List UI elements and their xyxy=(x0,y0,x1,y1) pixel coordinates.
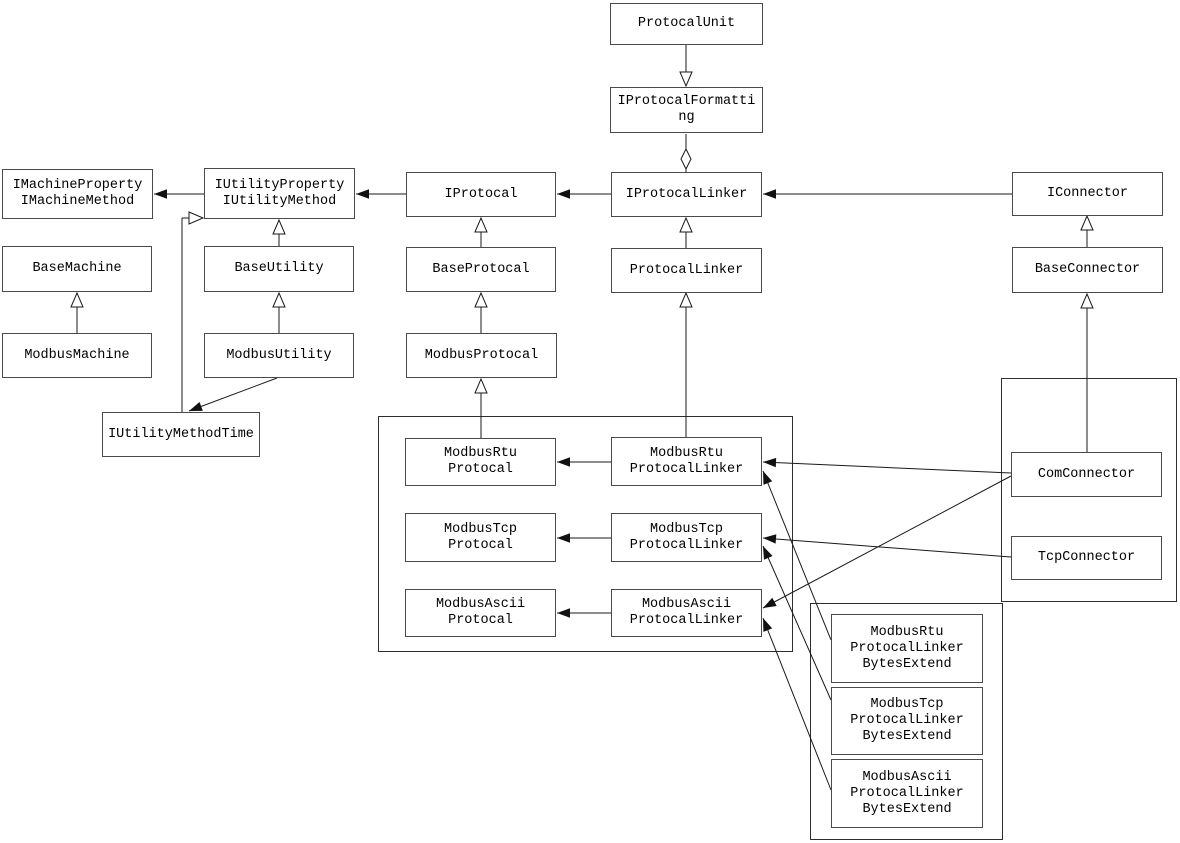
node-iprotocal-linker xyxy=(611,172,762,217)
node-modbus-tcp-protocal-linker-bytes-extend xyxy=(831,687,983,755)
node-modbus-ascii-protocal-linker-bytes-extend xyxy=(831,759,983,828)
node-label: ProtocalLinker xyxy=(629,461,744,477)
node-label: BaseProtocal xyxy=(432,261,530,277)
node-modbus-rtu-protocal-linker xyxy=(611,437,762,486)
node-modbus-ascii-protocal-linker xyxy=(611,589,762,637)
node-label: IUtilityProperty xyxy=(214,177,345,193)
aggregation-diamond-icon xyxy=(681,149,691,169)
node-modbus-rtu-protocal xyxy=(405,438,556,486)
node-label: ModbusTcp xyxy=(650,521,723,537)
edge-rtubytesextend-modbusrtuprotocallinker xyxy=(763,471,831,640)
node-label: IMachineMethod xyxy=(20,194,135,209)
node-label: ProtocalUnit xyxy=(637,16,736,31)
edge-tcpconnector-modbustcpprotocallinker xyxy=(763,538,1011,557)
node-label: ModbusMachine xyxy=(24,347,130,363)
node-label: IProtocal xyxy=(444,186,518,202)
node-label: ModbusTcp xyxy=(444,521,517,537)
node-label: ProtocalLinker xyxy=(629,262,744,278)
node-modbus-protocal xyxy=(406,333,557,378)
node-label: IMachineProperty xyxy=(12,178,143,193)
node-iutility-method-time xyxy=(102,412,260,457)
node-label: ModbusAscii xyxy=(435,597,526,612)
node-label: BaseUtility xyxy=(234,261,324,276)
node-label: ModbusAscii xyxy=(641,597,732,612)
node-label: ModbusProtocal xyxy=(424,347,539,363)
node-label: Protocal xyxy=(448,613,513,628)
node-label: ProtocalLinker xyxy=(850,713,964,728)
node-modbus-rtu-protocal-linker-bytes-extend xyxy=(831,614,983,683)
node-imachine-interface xyxy=(2,169,153,219)
node-label: Protocal xyxy=(448,537,513,553)
node-base-utility xyxy=(204,246,354,292)
node-label: ProtocalLinker xyxy=(850,640,964,656)
node-label: ProtocalLinker xyxy=(629,537,744,553)
node-protocal-unit xyxy=(610,3,763,45)
node-label: IUtilityMethod xyxy=(222,193,337,209)
node-label: BaseConnector xyxy=(1034,262,1141,277)
node-label: ModbusTcp xyxy=(870,697,944,712)
node-modbus-machine xyxy=(2,333,152,378)
node-iconnector xyxy=(1012,172,1163,216)
node-base-connector xyxy=(1012,247,1163,293)
node-label: ModbusRtu xyxy=(870,624,944,640)
node-label: BytesExtend xyxy=(862,801,952,817)
node-label: ComConnector xyxy=(1037,466,1136,482)
node-iutility-interface xyxy=(204,168,355,219)
edge-tcpbytesextend-modbustcpprotocallinker xyxy=(763,546,831,700)
node-label: ModbusRtu xyxy=(650,445,723,461)
node-label: Protocal xyxy=(448,462,513,477)
node-label: ModbusAscii xyxy=(862,769,952,785)
node-label: IProtocalLinker xyxy=(625,186,748,202)
node-iprotocal xyxy=(406,172,556,217)
node-iprotocal-formatting xyxy=(610,87,763,133)
edge-modbusutility-iutilitymethodtime xyxy=(189,378,277,411)
node-label: IProtocalFormatti xyxy=(617,94,756,109)
node-label: ProtocalLinker xyxy=(629,613,744,628)
node-modbus-utility xyxy=(204,333,354,378)
node-label: BaseMachine xyxy=(32,261,122,276)
node-label: BytesExtend xyxy=(862,656,952,672)
node-label: BytesExtend xyxy=(862,729,952,744)
node-label: ModbusUtility xyxy=(226,347,332,363)
edge-comconnector-modbusasciiprotocallinker xyxy=(763,476,1011,608)
node-modbus-ascii-protocal xyxy=(405,589,556,637)
node-protocal-linker xyxy=(611,248,762,293)
node-tcp-connector xyxy=(1011,536,1162,580)
node-modbus-tcp-protocal-linker xyxy=(611,513,762,562)
edge-comconnector-modbusrtuprotocallinker xyxy=(763,462,1011,473)
node-label: IUtilityMethodTime xyxy=(108,426,254,442)
node-label: TcpConnector xyxy=(1037,550,1136,565)
node-modbus-tcp-protocal xyxy=(405,513,556,562)
node-label: IConnector xyxy=(1046,186,1128,201)
node-label: ModbusRtu xyxy=(444,446,517,461)
node-base-machine xyxy=(2,246,152,292)
node-com-connector xyxy=(1011,452,1162,497)
edge-asciibytesextend-modbusasciiprotocallinker xyxy=(763,618,831,790)
node-label: ng xyxy=(678,110,695,125)
node-base-protocal xyxy=(406,247,556,292)
node-label: ProtocalLinker xyxy=(850,785,964,801)
